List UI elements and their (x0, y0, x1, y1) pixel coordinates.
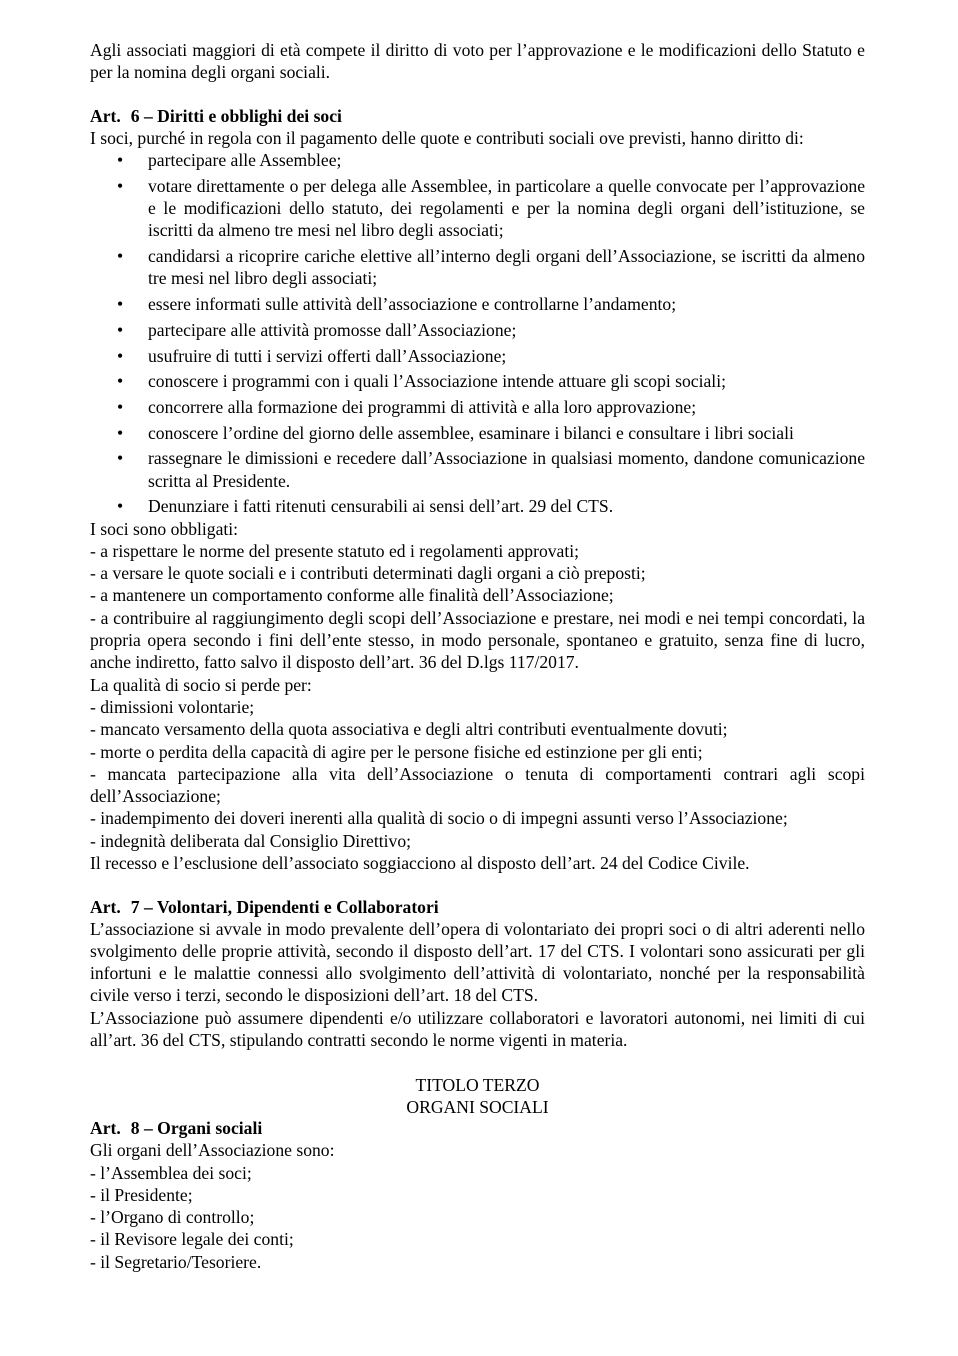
list-item: - indegnità deliberata dal Consiglio Direttivo; (90, 830, 412, 851)
art8-title: 8 – Organi sociali (130, 1118, 263, 1139)
list-item: • Denunziare i fatti ritenuti censurabili ai sensi dell’art. 29 del CTS. (117, 496, 614, 517)
list-item: • partecipare alle attività promosse dall’Associazione; (117, 319, 517, 340)
list-item: - dimissioni volontarie; (90, 696, 255, 717)
list-item: • rassegnare le dimissioni e recedere dall’Associazione in qualsiasi momento, dandone comunicazione scritta al Presidente. (117, 448, 865, 491)
bullet-icon: • (117, 371, 124, 392)
bullet-icon: • (117, 175, 124, 196)
list-item: - inadempimento dei doveri inerenti alla qualità di socio o di impegni assunti verso l’Associazione; (90, 808, 788, 829)
list-item: • partecipare alle Assemblee; (117, 150, 342, 171)
bullet-icon: • (117, 496, 124, 517)
art6-title: 6 – Diritti e obblighi dei soci (130, 105, 342, 126)
list-item: • conoscere l’ordine del giorno delle assemblee, esaminare i bilanci e consultare i libri sociali (117, 422, 794, 443)
art6-heading (90, 106, 865, 127)
section-title-line2: ORGANI SOCIALI (406, 1096, 549, 1117)
list-item: • usufruire di tutti i servizi offerti dall’Associazione; (117, 345, 507, 366)
list-item: • conoscere i programmi con i quali l’Associazione intende attuare gli scopi sociali; (117, 371, 726, 392)
art7-heading (90, 897, 865, 918)
list-item: - mancata partecipazione alla vita dell’Associazione o tenuta di comportamenti contrari agli scopi dell’Associazione; (90, 763, 865, 807)
bullet-icon: • (117, 294, 124, 315)
list-item: - mancato versamento della quota associativa e degli altri contributi eventualmente dovuti; (90, 719, 728, 740)
section-title-line1: TITOLO TERZO (415, 1074, 540, 1095)
list-item: - a mantenere un comportamento conforme alle finalità dell’Associazione; (90, 585, 614, 606)
bullet-icon: • (117, 345, 124, 366)
art6-loss-lead: La qualità di socio si perde per: (90, 674, 312, 695)
art7-paragraph: L’associazione si avvale in modo prevalente dell’opera di volontariato dei propri soci o di altri aderenti nello svolgimento delle proprie attività, secondo il disposto dell’art. 17 del CTS. I volontari sono assicurati per gli infortuni e le malattie connessi allo svolgimento dell’attività di volontariato, nonché per la responsabilità civile verso i terzi, secondo le disposizioni dell’art. 18 del CTS. (90, 918, 865, 1006)
list-item: • candidarsi a ricoprire cariche elettive all’interno degli organi dell’Associazione, se iscritti da almeno tre mesi nel libro degli associati; (117, 246, 865, 289)
art7-paragraph: L’Associazione può assumere dipendenti e/o utilizzare collaboratori e lavoratori autonomi, nei limiti di cui all’art. 36 del CTS, stipulando contratti secondo le norme vigenti in materia. (90, 1007, 865, 1051)
art6-label: Art. (90, 105, 121, 126)
document-page (90, 39, 865, 1273)
art8-lead: Gli organi dell’Associazione sono: (90, 1140, 335, 1161)
art8-heading (90, 1118, 865, 1139)
art6-obligations-lead: I soci sono obbligati: (90, 518, 239, 539)
list-item: - l’Organo di controllo; (90, 1207, 255, 1228)
art6-lead: I soci, purché in regola con il pagamento delle quote e contributi sociali ove previsti, hanno diritto di: (90, 127, 804, 148)
bullet-icon: • (117, 246, 124, 267)
list-item: - a rispettare le norme del presente statuto ed i regolamenti approvati; (90, 540, 580, 561)
art8-label: Art. (90, 1118, 121, 1139)
intro-paragraph: Agli associati maggiori di età compete il diritto di voto per l’approvazione e le modificazioni dello Statuto e per la nomina degli organi sociali. (90, 40, 865, 83)
art6-closing: Il recesso e l’esclusione dell’associato soggiacciono al disposto dell’art. 24 del Codice Civile. (90, 853, 750, 873)
bullet-icon: • (117, 319, 124, 340)
list-item: • votare direttamente o per delega alle Assemblee, in particolare a quelle convocate per l’approvazione e le modificazioni dello statuto, dei regolamenti e per la nomina degli organi dell’istituzione, se iscritti da almeno tre mesi nel libro degli associati; (117, 175, 865, 241)
list-item: - il Revisore legale dei conti; (90, 1229, 294, 1250)
list-item: • essere informati sulle attività dell’associazione e controllarne l’andamento; (117, 294, 677, 315)
list-item: - l’Assemblea dei soci; (90, 1162, 252, 1183)
list-item: - morte o perdita della capacità di agire per le persone fisiche ed estinzione per gli enti; (90, 741, 703, 762)
art7-title: 7 – Volontari, Dipendenti e Collaboratori (130, 896, 439, 917)
list-item: - il Segretario/Tesoriere. (90, 1251, 262, 1272)
bullet-icon: • (117, 422, 124, 443)
art6-rights-list (90, 149, 865, 517)
list-item: • concorrere alla formazione dei programmi di attività e alla loro approvazione; (117, 396, 697, 417)
list-item: - a versare le quote sociali e i contributi determinati dagli organi a ciò preposti; (90, 563, 646, 584)
bullet-icon: • (117, 396, 124, 417)
list-item: - il Presidente; (90, 1184, 193, 1205)
bullet-icon: • (117, 150, 124, 171)
bullet-icon: • (117, 448, 124, 469)
list-item: - a contribuire al raggiungimento degli scopi dell’Associazione e prestare, nei modi e nei tempi concordati, la propria opera secondo i fini dell’ente stesso, in modo personale, spontaneo e gratuito, senza fine di lucro, anche indiretto, fatto salvo il disposto dell’art. 36 del D.lgs 117/2017. (90, 607, 865, 673)
art7-label: Art. (90, 896, 121, 917)
